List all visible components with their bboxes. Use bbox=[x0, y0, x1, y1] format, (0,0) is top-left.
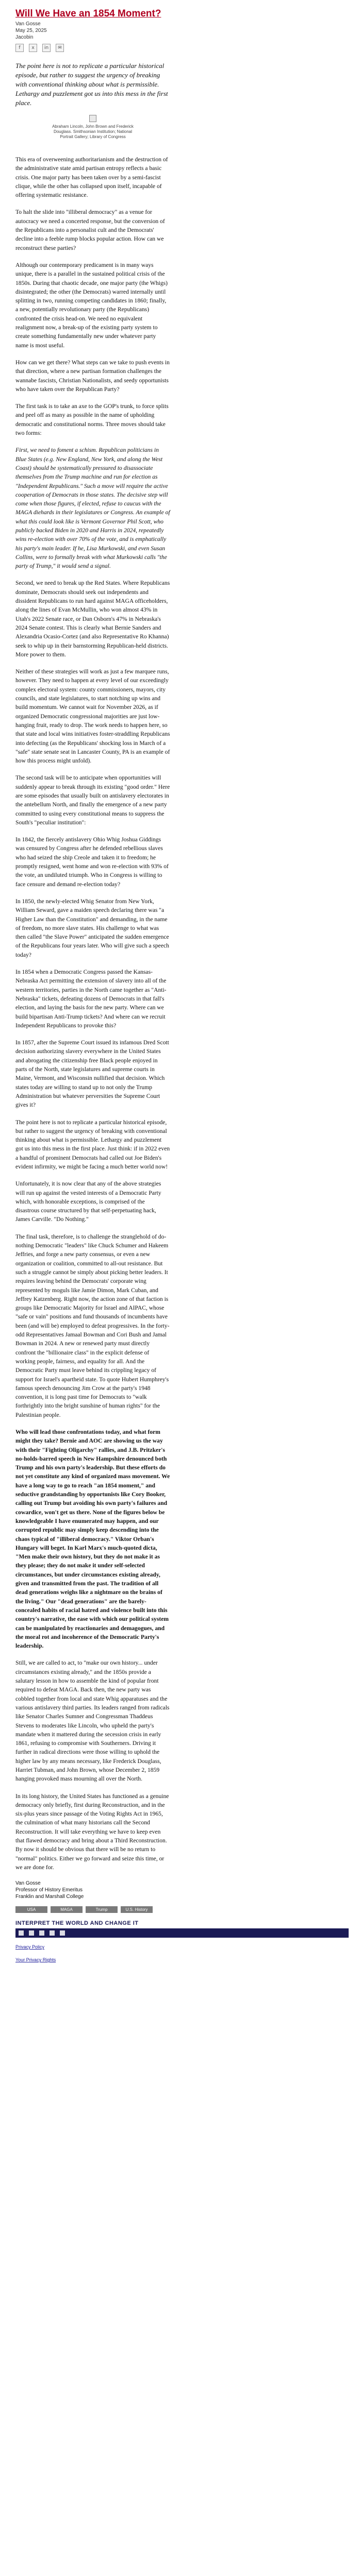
paragraph: This era of overweening authoritarianism and the destruction of the administrative state amid partisan entropy reflects a basic crisis. One major party has been taken over by a semi-fascist clique, while the other has collapsed upon itself, incapable of offering systematic resistance. bbox=[15, 156, 168, 199]
tag-maga[interactable]: MAGA bbox=[51, 1906, 83, 1913]
article-page bbox=[15, 0, 346, 1963]
paragraph: In 1842, the fiercely antislavery Ohio Whig Joshua Giddings was censured by Congress after he defended rebellious slaves who had seized the ship Creole and taken it to freedom; he promptly resigned, went home and won re-election with 93% of the vote, an undiluted triumph. Who in Congress is willing to face censure and demand re-election today? bbox=[15, 836, 169, 888]
facebook-icon[interactable] bbox=[19, 1930, 24, 1936]
signature-name: Van Gosse bbox=[15, 1880, 41, 1887]
tag-usa[interactable]: USA bbox=[15, 1906, 47, 1913]
footer-social-bar bbox=[15, 1928, 349, 1938]
figure-caption-2: Douglass. Smithsonian Institution; National bbox=[53, 129, 133, 134]
youtube-icon[interactable] bbox=[60, 1930, 65, 1936]
paragraph: In 1854 when a Democratic Congress passed the Kansas-Nebraska Act permitting the extension of slavery into all of the western territories, parties in the North came together as "Anti-Nebraska" tickets, defeating dozens of Democrats in that fall's election, and laying the basis for the new party. Where can we build bipartisan Anti-Trump tickets? And where can we recruit Independent Republicans to provoke this? bbox=[15, 969, 167, 1029]
byline bbox=[15, 21, 346, 41]
facebook-share-icon[interactable]: f bbox=[15, 44, 24, 52]
author-signature bbox=[15, 1880, 346, 1900]
paragraph: First, we need to foment a schism. Republican politicians in Blue States (e.g. New England, New York, and along the West Coast) should be systematically pressured to disassociate themselves from the Trump machine and run for election as "Independent Republicans." Such a move will require the active cooperation of Democrats in those states. The decisive step will come when those figures, if elected, refuse to caucus with the MAGA diehards in their legislatures or Congress. An example of what this could look like is Vermont Governor Phil Scott, who publicly backed Biden in 2020 and Harris in 2024, repeatedly wins re-election with over 70% of the vote, and is emphatically his party's main leader. If he, Lisa Murkowski, and even Susan Collins, were to formally break with what Murkowski calls "the party of Trump," it would send a signal. bbox=[15, 447, 170, 570]
source-name: Jacobin bbox=[15, 35, 34, 40]
signature-title-2: Franklin and Marshall College bbox=[15, 1894, 84, 1900]
tag-list bbox=[15, 1906, 346, 1913]
article-figure bbox=[15, 115, 170, 140]
signature-title-1: Professor of History Emeritus bbox=[15, 1887, 83, 1893]
x-icon[interactable] bbox=[29, 1930, 34, 1936]
broken-image-icon bbox=[89, 115, 96, 122]
email-icon[interactable] bbox=[50, 1930, 55, 1936]
paragraph: In 1850, the newly-elected Whig Senator from New York, William Seward, gave a maiden speech declaring there was "a Higher Law than the Constitution" and demanding, in the name of freedom, no more slave states. His challenge to what was then called "the Slave Power" anticipated the sudden emergence of the Republicans four years later. Who will give such a speech today? bbox=[15, 897, 169, 958]
author-name: Van Gosse bbox=[15, 21, 41, 27]
email-share-icon[interactable]: ✉ bbox=[56, 44, 64, 52]
paragraph: Who will lead those confrontations today, and what form might they take? Bernie and AOC are showing us the way with their "Fighting Oligarchy" rallies, and J.B. Pritzker's no-holds-barred speech in New Hampshire denounced both Trump and his own party's leadership. But these efforts do not yet constitute any kind of organized mass movement. We have a long way to go to reach "an 1854 moment," and seductive grandstanding by opportunists like Cory Booker, calling out Trump but avoiding his own party's failures and cowardice, won't get us there. None of the figures below be knowledgeable I have enumerated may happen, and our corrupted republic may simply keep descending into the chaos typical of "illiberal democracy." Viktor Orban's Hungary will beget. In Karl Marx's much-quoted dicta, "Men make their own history, but they do not make it as they please; they do not make it under self-selected circumstances, but under circumstances existing already, given and transmitted from the past. The tradition of all dead generations weighs like a nightmare on the brains of the living." Our "dead generations" are the barely-concealed habits of racial hatred and violence built into this country's narrative, the ease with which our political system can be manipulated by reactionaries and demagogues, and the moral rot and incoherence of the Democratic Party's leadership. bbox=[15, 1429, 170, 1650]
share-row bbox=[15, 44, 346, 52]
figure-caption-3: Portrait Gallery; Library of Congress bbox=[60, 134, 126, 139]
publish-date: May 25, 2025 bbox=[15, 28, 47, 33]
rss-icon[interactable] bbox=[39, 1930, 44, 1936]
paragraph: In 1857, after the Supreme Court issued its infamous Dred Scott decision authorizing slavery everywhere in the United States and abrogating the citizenship free Black people enjoyed in parts of the North, state legislatures and supreme courts in Maine, Vermont, and Wisconsin nullified that decision. Which states today are willing to stand up to not only the Trump Administration but whatever perversities the Supreme Court gives it? bbox=[15, 1039, 169, 1109]
tag-us-history[interactable]: U.S. History bbox=[121, 1906, 153, 1913]
paragraph: Although our contemporary predicament is in many ways unique, there is a parallel in the sustained political crisis of the 1850s. During that chaotic decade, one major party (the Whigs) disintegrated; the other (the Democrats) warred internally until splitting in two, running competing candidates in 1860; finally, a new, potentially revolutionary party (the Republicans) confronted the crisis head-on. We need no equivalent realignment now, a break-up of the existing party system to create something fundamentally new under whatever party name is most useful. bbox=[15, 261, 168, 349]
article-title[interactable]: Will We Have an 1854 Moment? bbox=[15, 8, 161, 19]
section-heading: INTERPRET THE WORLD AND CHANGE IT bbox=[15, 1920, 139, 1927]
paragraph: Neither of these strategies will work as just a few marquee runs, however. They need to happen at every level of our exceedingly complex electoral system: county commissioners, mayors, city councils, and state legislatures, to start notching up wins and build momentum. We cannot wait for November 2026, as if organized Democratic congressional majorities are just low-hanging fruit, ready to drop. The work needs to happen here, so that state and local wins initiatives foster-straddling Republicans into defecting (as the Republicans' shocking loss in March of a "safe" state senate seat in Lancaster County, PA is an example of how this process might unfold). bbox=[15, 668, 170, 765]
paragraph: Second, we need to break up the Red States. Where Republicans dominate, Democrats should seek out independents and dissident Republicans to run hard against MAGA officeholders, along the lines of Evan McMullin, who won almost 43% in Utah's 2022 Senate race, or Dan Osborn's 47% in Nebraska's 2024 Senate contest. This is clearly what Bernie Sanders and Alexandria Ocasio-Cortez (and also Representative Ro Khanna) seek to whip up in their barnstorming Republican-held districts. More power to them. bbox=[15, 580, 170, 658]
lede: The point here is not to replicate a particular historical episode, but rather to suggest the urgency of breaking with conventional thinking about what is permissible. Lethargy and puzzlement got us into this mess in the first place. bbox=[15, 62, 168, 107]
paragraph: The second task will be to anticipate when opportunities will suddenly appear to break through its existing "good order." Here are some episodes that usually built on antislavery electorates in the antebellum North, and finally the emergence of a new party committed to using every constitutional means to suppress the South's "peculiar institution": bbox=[15, 774, 170, 826]
privacy-rights-link[interactable]: Your Privacy Rights bbox=[15, 1957, 56, 1963]
figure-caption-1: Abraham Lincoln, John Brown and Frederick bbox=[52, 124, 134, 129]
tag-trump[interactable]: Trump bbox=[86, 1906, 118, 1913]
paragraph: How can we get there? What steps can we take to push events in that direction, where a new partisan formation challenges the wannabe fascists, Christian Nationalists, and seedy opportunists who have taken over the Republican Party? bbox=[15, 359, 170, 393]
paragraph: The first task is to take an axe to the GOP's trunk, to force splits and peel off as many as possible in the name of upholding democratic and constitutional norms. Three moves should take two forms: bbox=[15, 403, 169, 437]
paragraph: In its long history, the United States has functioned as a genuine democracy only briefly, first during Reconstruction, and in the six-plus years since passage of the Voting Rights Act in 1965, the culmination of what many historians call the Second Reconstruction. It will take everything we have to keep even that flawed democracy and bring about a Third Reconstruction. By now it should be obvious that there will be no return to "normal" politics. Either we go forward and seize this time, or we are done for. bbox=[15, 1792, 169, 1871]
article-body bbox=[15, 155, 346, 1872]
x-share-icon[interactable]: x bbox=[29, 44, 37, 52]
privacy-policy-link[interactable]: Privacy Policy bbox=[15, 1944, 45, 1950]
paragraph: The point here is not to replicate a particular historical episode, but rather to suggest the urgency of breaking with conventional thinking about what is permissible. Lethargy and puzzlement got us into this mess in the first place. Just think: if in 2022 even a handful of prominent Democrats had called out Joe Biden's evident infirmity, we might be facing a much better world now! bbox=[15, 1118, 170, 1170]
paragraph: Unfortunately, it is now clear that any of the above strategies will run up against the vested interests of a Democratic Party which, with honorable exceptions, is comprised of the disastrous course structured by that self-perpetuating hack, James Carville. "Do Nothing." bbox=[15, 1180, 161, 1223]
paragraph: The final task, therefore, is to challenge the stranglehold of do-nothing Democratic "leaders" like Chuck Schumer and Hakeem Jeffries, and forge a new party consensus, or even a new organization or coalition, committed to all-out resistance. But such a struggle cannot be simply about picking better leaders. It requires leaving behind the Democrats' corporate wing represented by moguls like Jamie Dimon, Mark Cuban, and Jeffrey Katzenberg. Right now, the action zone of that faction is groups like Democratic Majority for Israel and AIPAC, whose "safe or vain" positions and fund thousands of incumbents have been (and will be) employed to defeat progressives. In the forty-odd Representatives Jamaal Bowman and Cori Bush and Jamal Bowman in 2024. A new or renewed party must directly confront the "billionaire class" in the explicit defense of working people, fairness, and equality for all. And the Democratic Party must leave behind its crippling legacy of support for Israel's apartheid state. To quote Hubert Humphrey's famous speech denouncing Jim Crow at the party's 1948 convention, it is long past time for Democrats to "walk forthrightly into the bright sunshine of human rights" for the Palestinian people. bbox=[15, 1233, 170, 1418]
paragraph: To halt the slide into "illiberal democracy" as a venue for autocracy we need a concerted response, but the conversion of the Republicans into a personalist cult and the Democrats' decline into a feeble rump blocks popular action. How can we reconstruct these parties? bbox=[15, 209, 165, 251]
paragraph: Still, we are called to act, to "make our own history... under circumstances existing already," and the 1850s provide a salutary lesson in how to assemble the kind of popular front required to defeat MAGA. Back then, the new party was cobbled together from local and state Whig apparatuses and the various antislavery third parties. Its leaders ranged from radicals like Senator Charles Sumner and Congressman Thaddeus Stevens to moderates like Lincoln, who upheld the party's mandate when it mattered during the secession crisis in early 1861, refusing to compromise with Southerners. Driving it further in radical directions were those willing to uphold the higher law by any means necessary, like Frederick Douglass, Harriet Tubman, and John Brown, whose December 2, 1859 hanging provoked mass mourning all over the North. bbox=[15, 1659, 170, 1783]
linkedin-share-icon[interactable]: in bbox=[42, 44, 51, 52]
